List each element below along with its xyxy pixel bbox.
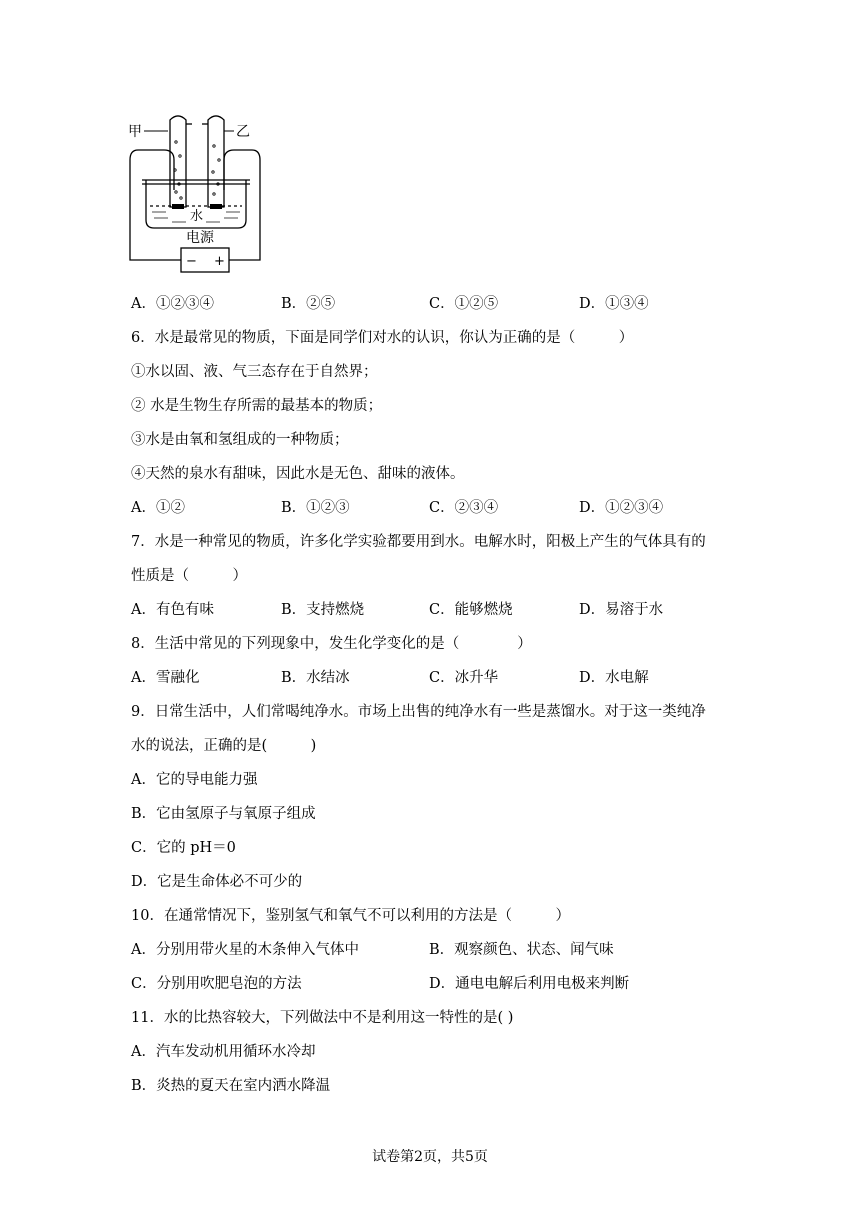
q11-stem: 11．水的比热容较大，下列做法中不是利用这一特性的是( ) (131, 1010, 514, 1026)
q6-option-d: D．①②③④ (579, 500, 664, 516)
left-electrode (172, 204, 184, 209)
electrolysis-diagram (126, 112, 276, 277)
q5-option-b: B．②⑤ (281, 296, 336, 312)
label-yi: 乙 (236, 124, 250, 140)
q7-option-b: B．支持燃烧 (281, 602, 365, 618)
q5-option-d: D．①③④ (579, 296, 649, 312)
q7-option-d: D．易溶于水 (579, 602, 664, 618)
q10-option-c: C．分别用吹肥皂泡的方法 (131, 976, 302, 992)
q5-option-a: A．①②③④ (131, 296, 214, 312)
minus-terminal: − (186, 254, 197, 269)
left-tube (170, 116, 186, 207)
right-electrode (210, 204, 222, 209)
q9-stem-line2: 水的说法，正确的是( ) (131, 738, 317, 754)
q10-option-b: B．观察颜色、状态、闻气味 (429, 942, 614, 958)
label-water: 水 (190, 209, 204, 224)
q9-option-c: C．它的 pH＝0 (131, 840, 236, 856)
q7-stem-line2: 性质是（ ） (131, 568, 247, 584)
q6-item-1: ①水以固、液、气三态存在于自然界； (131, 364, 378, 380)
q7-option-c: C．能够燃烧 (429, 602, 513, 618)
q10-stem: 10．在通常情况下，鉴别氢气和氧气不可以利用的方法是（ ） (131, 908, 570, 924)
q7-option-a: A．有色有味 (131, 602, 214, 618)
electrolysis-apparatus-figure (126, 112, 276, 277)
q6-option-c: C．②③④ (429, 500, 499, 516)
q9-stem-line1: 9．日常生活中，人们常喝纯净水。市场上出售的纯净水有一些是蒸馏水。对于这一类纯净 (131, 704, 706, 720)
q9-option-b: B．它由氢原子与氧原子组成 (131, 806, 316, 822)
q10-option-d: D．通电电解后利用电极来判断 (429, 976, 630, 992)
q6-item-3: ③水是由氧和氢组成的一种物质； (131, 432, 349, 448)
q6-option-b: B．①②③ (281, 500, 350, 516)
right-wire (224, 150, 260, 260)
right-tube (208, 116, 224, 207)
q8-option-d: D．水电解 (579, 670, 649, 686)
label-power: 电源 (186, 230, 214, 246)
label-jia: 甲 (128, 124, 142, 140)
q8-stem: 8．生活中常见的下列现象中，发生化学变化的是（ ） (131, 636, 532, 652)
plus-terminal: + (214, 254, 225, 269)
q5-option-c: C．①②⑤ (429, 296, 499, 312)
q6-item-2: ② 水是生物生存所需的最基本的物质； (131, 398, 383, 414)
q11-option-a: A．汽车发动机用循环水冷却 (131, 1044, 316, 1060)
q11-option-b: B．炎热的夏天在室内洒水降温 (131, 1078, 331, 1094)
q7-stem-line1: 7．水是一种常见的物质，许多化学实验都要用到水。电解水时，阳极上产生的气体具有的 (131, 534, 706, 550)
q10-option-a: A．分别用带火星的木条伸入气体中 (131, 942, 359, 958)
q9-option-a: A．它的导电能力强 (131, 772, 258, 788)
q9-option-d: D．它是生命体必不可少的 (131, 874, 303, 890)
q6-item-4: ④天然的泉水有甜味，因此水是无色、甜味的液体。 (131, 466, 465, 482)
q8-option-b: B．水结冰 (281, 670, 350, 686)
page-footer: 试卷第2页，共5页 (372, 1149, 488, 1165)
q8-option-c: C．冰升华 (429, 670, 499, 686)
q6-option-a: A．①② (131, 500, 185, 516)
q8-option-a: A．雪融化 (131, 670, 200, 686)
q6-stem: 6．水是最常见的物质，下面是同学们对水的认识，你认为正确的是（ ） (131, 330, 634, 346)
